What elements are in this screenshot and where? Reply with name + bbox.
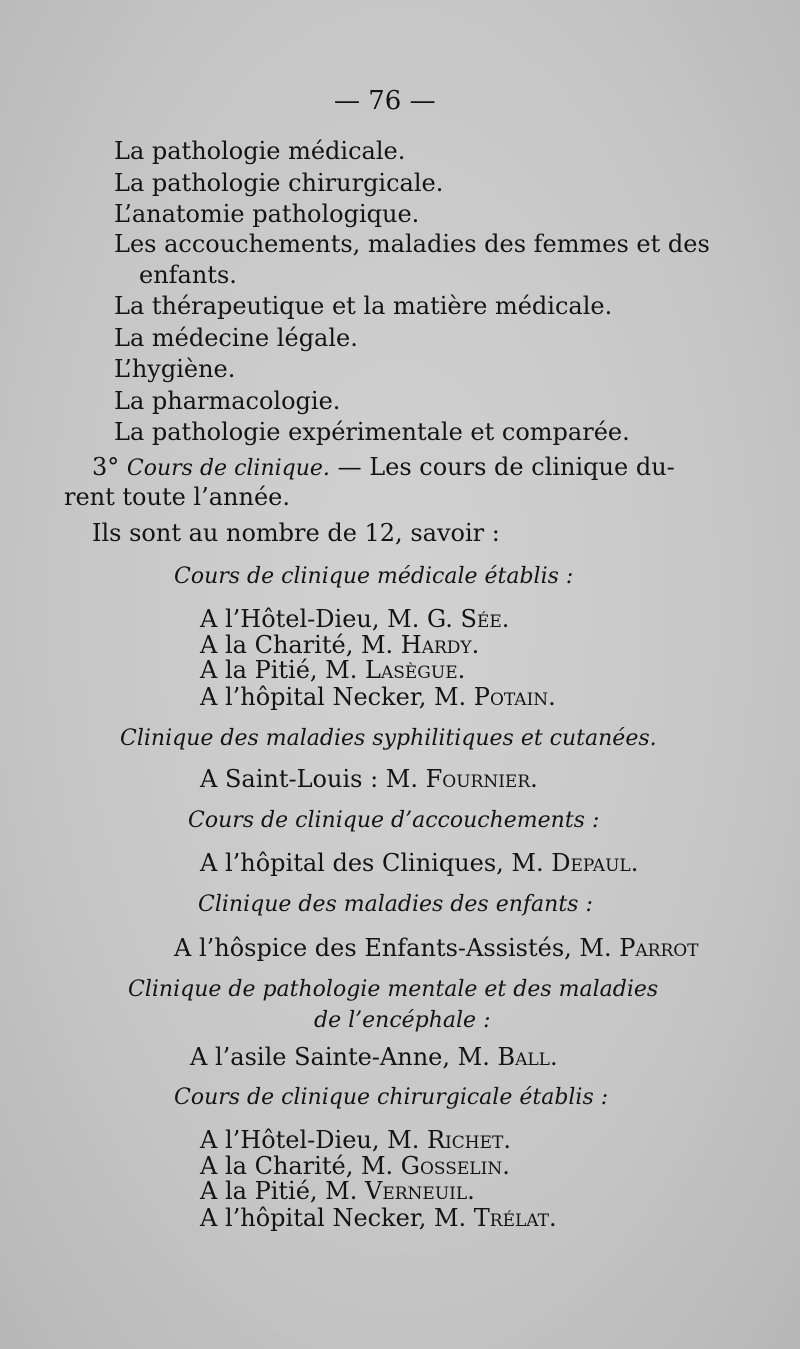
clinic-place: A la Charité, M. <box>200 1152 401 1180</box>
list-item: La médecine légale. <box>114 324 358 352</box>
professor-name: Gosselin. <box>400 1152 510 1180</box>
page-number: — 76 — <box>334 86 436 116</box>
list-item: La pharmacologie. <box>114 387 341 415</box>
list-item: La thérapeutique et la matière médicale. <box>114 292 613 320</box>
professor-name: Lasègue. <box>365 656 466 684</box>
professor-name: Fournier. <box>425 765 538 793</box>
section-heading: Clinique de pathologie mentale et des maladies <box>128 977 659 1002</box>
clinic-entry <box>200 1176 475 1206</box>
clinic-place: A la Charité, M. <box>200 631 401 659</box>
section-heading: Clinique des maladies syphilitiques et cutanées. <box>120 726 657 751</box>
professor-name: Trélat. <box>473 1204 557 1232</box>
section-title: Cours de clinique. <box>126 456 330 481</box>
list-item: La pathologie chirurgicale. <box>114 169 444 197</box>
clinic-entry <box>200 1203 557 1233</box>
list-item: La pathologie expérimentale et comparée. <box>114 418 630 446</box>
clinic-entry <box>200 848 638 878</box>
clinic-entry <box>200 655 465 685</box>
clinic-entry <box>200 682 556 712</box>
clinic-place: A l’hôpital des Cliniques, M. <box>200 849 552 877</box>
section-heading: Cours de clinique d’accouchements : <box>188 808 600 833</box>
clinic-place: A la Pitié, M. <box>200 1177 366 1205</box>
clinic-entry <box>200 764 538 794</box>
clinic-place: A Saint-Louis : M. <box>200 765 426 793</box>
professor-name: Verneuil. <box>365 1177 475 1205</box>
professor-name: Sée. <box>460 605 510 633</box>
paragraph-text: rent toute l’année. <box>64 483 290 511</box>
professor-name: Parrot <box>619 934 699 962</box>
list-item: L’anatomie pathologique. <box>114 200 420 228</box>
clinic-place: A l’Hôtel-Dieu, M. <box>200 1126 427 1154</box>
professor-name: Potain. <box>473 683 556 711</box>
professor-name: Hardy. <box>400 631 480 659</box>
clinic-place: A la Pitié, M. <box>200 656 366 684</box>
clinic-place: A l’asile Sainte-Anne, M. <box>190 1043 498 1071</box>
section-heading: Clinique des maladies des enfants : <box>198 892 593 917</box>
clinic-place: A l’hôpital Necker, M. <box>200 1204 474 1232</box>
list-item: Les accouchements, maladies des femmes et des <box>114 230 710 258</box>
list-item: La pathologie médicale. <box>114 137 406 165</box>
section-number: 3° <box>92 453 120 481</box>
list-item: L’hygiène. <box>114 355 236 383</box>
professor-name: Ball. <box>497 1043 558 1071</box>
section-heading: Cours de clinique médicale établis : <box>174 564 574 589</box>
clinic-place: A l’hôpital Necker, M. <box>200 683 474 711</box>
clinic-place: A l’hôspice des Enfants-Assistés, M. <box>174 934 620 962</box>
section-heading-continuation: de l’encéphale : <box>314 1008 491 1033</box>
paragraph-cours-clinique <box>92 452 675 484</box>
section-heading: Cours de clinique chirurgicale établis : <box>174 1085 609 1110</box>
professor-name: Depaul. <box>551 849 639 877</box>
clinic-entry <box>174 933 699 963</box>
clinic-entry <box>190 1042 558 1072</box>
list-item-continuation: enfants. <box>139 261 237 289</box>
clinic-place: A l’Hôtel-Dieu, M. G. <box>200 605 461 633</box>
paragraph-text: — Les cours de clinique du- <box>337 453 675 481</box>
paragraph-text: Ils sont au nombre de 12, savoir : <box>92 519 500 547</box>
professor-name: Richet. <box>426 1126 511 1154</box>
